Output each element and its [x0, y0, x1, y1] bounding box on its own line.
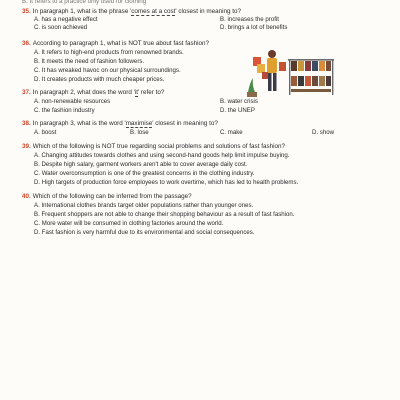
question-text-start: In paragraph 3, what is the word ': [32, 120, 126, 127]
question-text-start: In paragraph 2, what does the word ': [32, 89, 135, 96]
option-39a[interactable]: A. Changing attitudes towards clothes and using second-hand goods help limit impulse buying.: [34, 152, 290, 159]
question-number: 35.: [22, 8, 31, 15]
option-36c[interactable]: C. It has wreaked havoc on our physical surroundings.: [34, 67, 181, 74]
question-text-end: ' closest in meaning to?: [152, 120, 218, 127]
clothing-rack: [288, 59, 334, 95]
option-39b[interactable]: B. Despite high salary, garment workers aren't able to cover average daily cost.: [34, 161, 248, 168]
question-text: Which of the following can be inferred from the passage?: [32, 193, 192, 200]
shopper-figure: [253, 50, 286, 91]
option-40b[interactable]: B. Frequent shoppers are not able to change their shopping behaviour as a result of fast fashion.: [34, 211, 295, 218]
option-40a[interactable]: A. International clothes brands target older populations rather than younger ones.: [34, 202, 254, 209]
option-35a[interactable]: A. has a negative effect: [34, 16, 98, 23]
question-38: [22, 120, 218, 128]
highlighted-phrase: it: [134, 89, 138, 96]
question-number: 36.: [22, 40, 31, 47]
question-text-end: ' refer to?: [137, 89, 165, 96]
plant: [247, 78, 257, 97]
highlighted-phrase: comes at a cost: [131, 8, 176, 15]
question-text-start: In paragraph 1, what is the phrase ': [32, 8, 132, 15]
question-text-end: ' closest in meaning to?: [175, 8, 241, 15]
question-number: 38.: [22, 120, 31, 127]
option-37c[interactable]: C. the fashion industry: [34, 107, 95, 114]
question-number: 37.: [22, 89, 31, 96]
option-40c[interactable]: C. More water will be consumed in clothing factories around the world.: [34, 220, 224, 227]
option-38b[interactable]: B. lose: [130, 129, 149, 136]
question-37: [22, 89, 164, 97]
question-35: [22, 8, 241, 16]
option-38c[interactable]: C. make: [220, 129, 243, 136]
option-36b[interactable]: B. It meets the need of fashion followers.: [34, 58, 145, 65]
option-39d[interactable]: D. High targets of production force employees to work overtime, which has led to health problems.: [34, 179, 299, 186]
question-text: Which of the following is NOT true regarding social problems and solutions of fast fashion?: [32, 143, 286, 150]
question-number: 39.: [22, 143, 31, 150]
option-37b[interactable]: B. water crisis: [220, 98, 258, 105]
cut-off-text: B. It refers to a practice only used for clothing: [22, 0, 147, 5]
option-36a[interactable]: A. It refers to high-end products from renowned brands.: [34, 49, 184, 56]
option-35b[interactable]: B. increases the profit: [220, 16, 279, 23]
highlighted-phrase: maximise: [125, 120, 153, 127]
option-37a[interactable]: A. non-renewable resources: [34, 98, 111, 105]
question-number: 40.: [22, 193, 31, 200]
option-35d[interactable]: D. brings a lot of benefits: [220, 24, 288, 31]
option-38d[interactable]: D. show: [312, 129, 335, 136]
option-38a[interactable]: A. boost: [34, 129, 57, 136]
option-39c[interactable]: C. Water overconsumption is one of the greatest concerns in the clothing industry.: [34, 170, 255, 177]
option-36d[interactable]: D. It creates products with much cheaper prices.: [34, 76, 165, 83]
shopping-illustration: [246, 48, 342, 98]
question-36: [22, 40, 209, 48]
question-40: [22, 193, 192, 201]
question-39: [22, 143, 285, 151]
question-text: According to paragraph 1, what is NOT true about fast fashion?: [32, 40, 210, 47]
option-40d[interactable]: D. Fast fashion is very harmful due to its environmental and social consequences.: [34, 229, 255, 236]
option-35c[interactable]: C. is soon achieved: [34, 24, 88, 31]
option-37d[interactable]: D. the UNEP: [220, 107, 255, 114]
